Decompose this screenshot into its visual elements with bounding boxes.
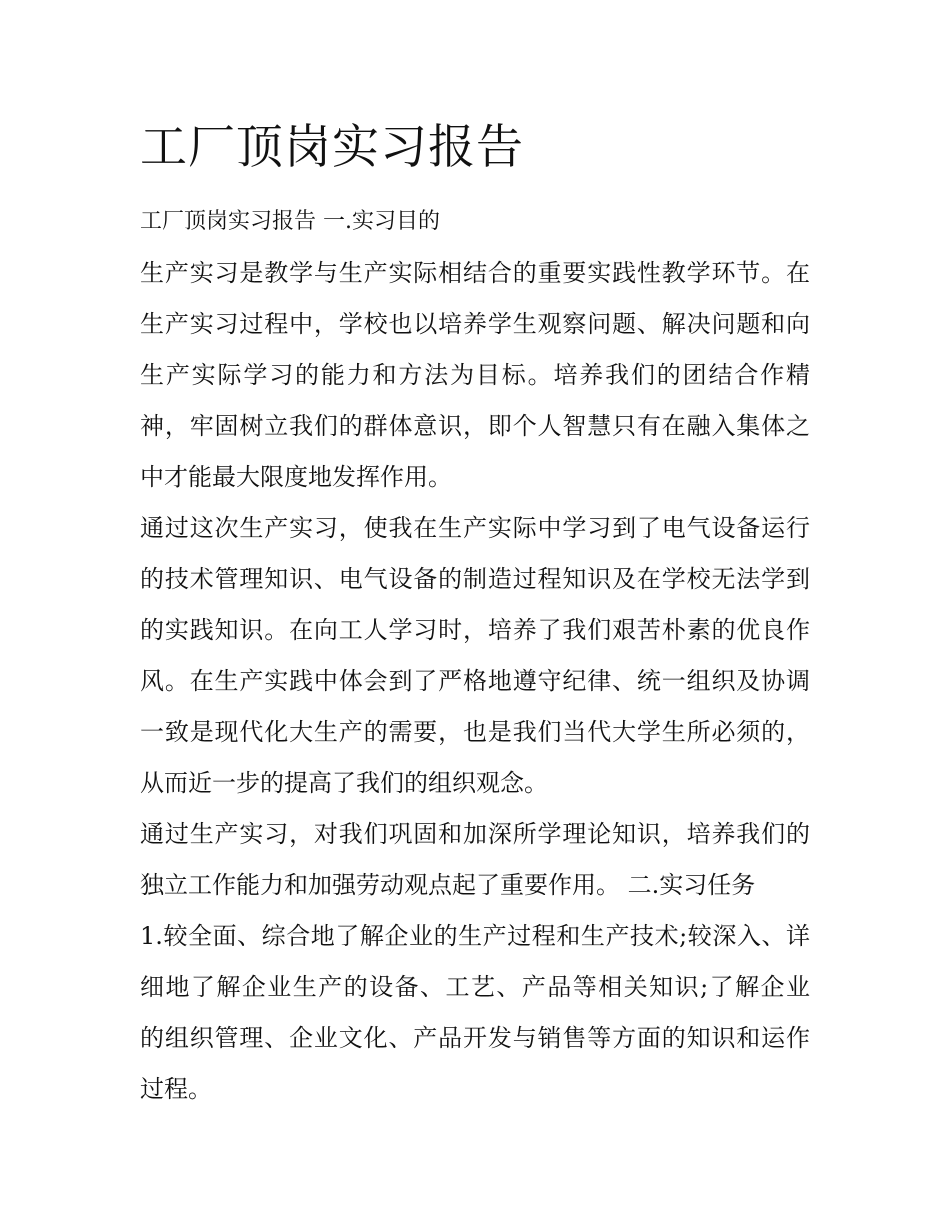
paragraph-line: 中才能最大限度地发挥作用。 <box>140 463 452 491</box>
document-subtitle-line: 工厂顶岗实习报告 一.实习目的 <box>140 209 440 234</box>
paragraph-line: 通过这次生产实习，使我在生产实际中学习到了电气设备运行 <box>140 514 810 542</box>
paragraph-line: 细地了解企业生产的设备、工艺、产品等相关知识;了解企业 <box>140 973 810 1001</box>
paragraph-line: 生产实习是教学与生产实际相结合的重要实践性教学环节。在 <box>140 259 810 287</box>
paragraph-line: 的技术管理知识、电气设备的制造过程知识及在学校无法学到 <box>140 565 810 593</box>
paragraph-line: 的实践知识。在向工人学习时，培养了我们艰苦朴素的优良作 <box>140 616 810 644</box>
paragraph-line: 从而近一步的提高了我们的组织观念。 <box>140 769 548 797</box>
paragraph-line: 一致是现代化大生产的需要，也是我们当代大学生所必须的， <box>140 718 810 746</box>
paragraph-line: 过程。 <box>140 1075 212 1103</box>
paragraph-line: 风。在生产实践中体会到了严格地遵守纪律、统一组织及协调 <box>140 667 810 695</box>
paragraph-line: 独立工作能力和加强劳动观点起了重要作用。 二.实习任务 <box>140 871 756 899</box>
paragraph-line: 生产实习过程中，学校也以培养学生观察问题、解决问题和向 <box>140 310 810 338</box>
paragraph-line: 1.较全面、综合地了解企业的生产过程和生产技术;较深入、详 <box>140 922 810 950</box>
paragraph-line: 神，牢固树立我们的群体意识，即个人智慧只有在融入集体之 <box>140 412 810 440</box>
document-title: 工厂顶岗实习报告 <box>140 120 524 175</box>
paragraph-line: 生产实际学习的能力和方法为目标。培养我们的团结合作精 <box>140 361 810 389</box>
paragraph-line: 的组织管理、企业文化、产品开发与销售等方面的知识和运作 <box>140 1024 810 1052</box>
paragraph-line: 通过生产实习，对我们巩固和加深所学理论知识，培养我们的 <box>140 820 810 848</box>
document-body <box>140 201 815 1119</box>
